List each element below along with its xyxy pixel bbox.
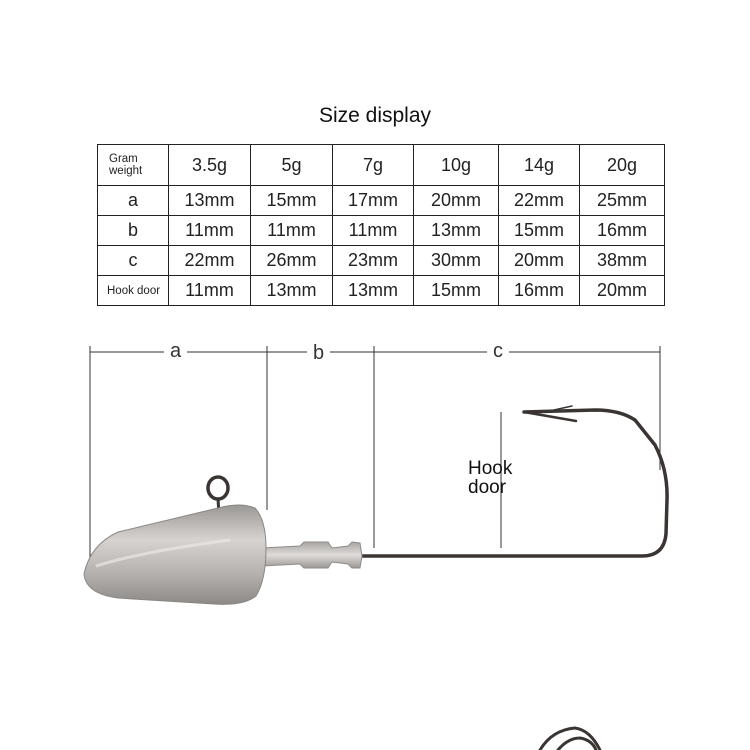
hook-door-label-line2: door xyxy=(468,477,507,498)
table-cell: 13mm xyxy=(414,216,499,246)
table-cell: 20mm xyxy=(414,186,499,216)
table-cell: 20mm xyxy=(499,246,580,276)
table-cell: 16mm xyxy=(580,216,665,246)
row-label-a: a xyxy=(98,186,169,216)
row-label-hook-door: Hook door xyxy=(98,276,169,306)
table-cell: 15mm xyxy=(251,186,333,216)
table-cell: 11mm xyxy=(169,216,251,246)
table-cell: 25mm xyxy=(580,186,665,216)
table-cell: 23mm xyxy=(333,246,414,276)
table-cell: 11mm xyxy=(333,216,414,246)
table-cell: 14g xyxy=(499,145,580,186)
table-cell: 20mm xyxy=(580,276,665,306)
page-title: Size display xyxy=(318,104,432,127)
dimension-label-a: a xyxy=(164,340,187,363)
dimension-label-b: b xyxy=(307,342,330,365)
row-label-gram-weight: Gram weight xyxy=(98,145,169,186)
jig-head-icon xyxy=(84,505,266,604)
table-cell: 22mm xyxy=(499,186,580,216)
table-cell: 20g xyxy=(580,145,665,186)
second-hook-icon xyxy=(540,728,600,750)
table-cell: 15mm xyxy=(414,276,499,306)
table-cell: 5g xyxy=(251,145,333,186)
table-cell: 3.5g xyxy=(169,145,251,186)
table-cell: 30mm xyxy=(414,246,499,276)
hook-door-label xyxy=(468,459,512,497)
table-cell: 22mm xyxy=(169,246,251,276)
table-cell: 16mm xyxy=(499,276,580,306)
table-cell: 13mm xyxy=(169,186,251,216)
table-cell: 13mm xyxy=(251,276,333,306)
table-cell: 7g xyxy=(333,145,414,186)
table-cell: 10g xyxy=(414,145,499,186)
table-cell: 11mm xyxy=(169,276,251,306)
collar-icon xyxy=(262,542,362,568)
table-cell: 17mm xyxy=(333,186,414,216)
row-label-c: c xyxy=(98,246,169,276)
table-cell: 38mm xyxy=(580,246,665,276)
hook-door-label-line1: Hook xyxy=(468,458,513,479)
table-cell: 26mm xyxy=(251,246,333,276)
table-cell: 13mm xyxy=(333,276,414,306)
table-cell: 11mm xyxy=(251,216,333,246)
table-cell: 15mm xyxy=(499,216,580,246)
row-label-b: b xyxy=(98,216,169,246)
dimension-label-c: c xyxy=(487,340,509,363)
